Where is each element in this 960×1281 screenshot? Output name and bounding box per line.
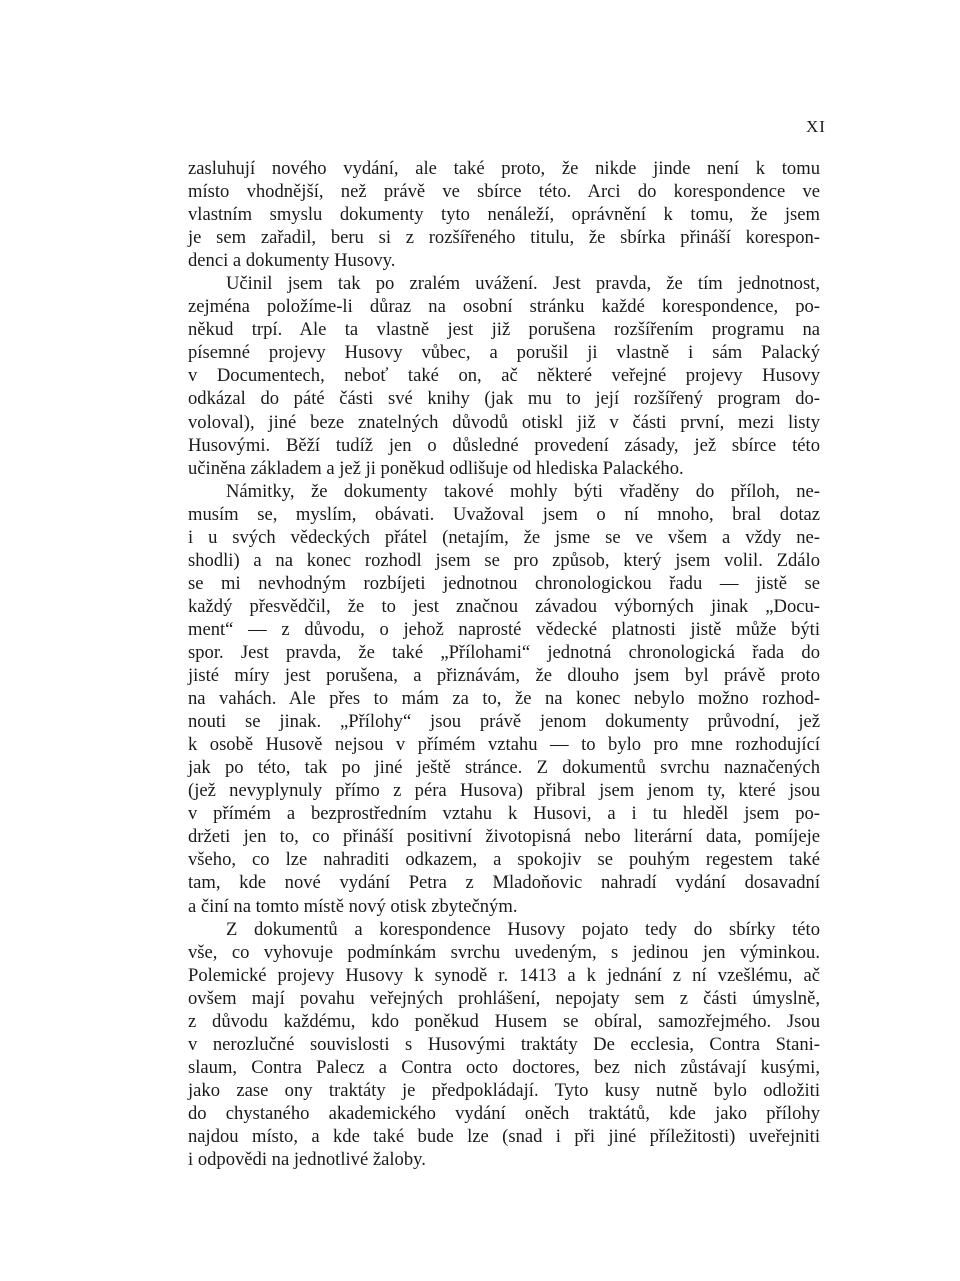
paragraph [188,157,820,272]
text-line: Husovými. Běží tudíž jen o důsledné provedení zásady, jež sbírce této [188,434,820,456]
text-line: jako zase ony traktáty je předpokládají. Tyto kusy nutně bylo odložiti [188,1079,820,1101]
text-line: odkázal do páté části své knihy (jak mu to její rozšířený program do- [188,388,820,410]
text-line: ovšem mají povahu veřejných prohlášení, nepojaty sem z části úmyslně, [188,987,820,1009]
text-line: všeho, co lze nahraditi odkazem, a spokojiv se pouhým regestem také [188,849,820,871]
text-line: najdou místo, a kde také bude lze (snad i při jiné příležitosti) uveřejniti [188,1125,820,1147]
text-line: někud trpí. Ale ta vlastně jest již porušena rozšířením programu na [188,319,820,341]
text-line: držeti jen to, co přináší positivní životopisná nebo literární data, pomíjeje [188,826,820,848]
text-line: Námitky, že dokumenty takové mohly býti vřaděny do příloh, ne- [226,480,820,502]
text-line: jisté míry jest porušena, a přiznávám, že dlouho jsem byl právě proto [188,665,820,687]
text-line: vlastním smyslu dokumenty tyto nenáleží, oprávnění k tomu, že jsem [188,204,820,226]
paragraph [188,918,820,1172]
text-line: k osobě Husově nejsou v přímém vztahu — to bylo pro mne rozhodující [188,734,820,756]
text-line: Učinil jsem tak po zralém uvážení. Jest pravda, že tím jednotnost, [226,273,820,295]
text-line: vše, co vyhovuje podmínkám svrchu uvedeným, s jedinou jen výminkou. [188,941,820,963]
text-line: z důvodu každému, kdo poněkud Husem se obíral, samozřejmého. Jsou [188,1010,820,1032]
text-line: v nerozlučné souvislosti s Husovými traktáty De ecclesia, Contra Stani- [188,1033,820,1055]
text-line: denci a dokumenty Husovy. [188,250,396,272]
paragraph [188,480,820,918]
text-line: jak po této, tak po jiné ještě stránce. Z dokumentů svrchu naznačených [188,757,820,779]
text-line: v přímém a bezprostředním vztahu k Husovi, a i tu hleděl jsem po- [188,803,820,825]
page-number: XI [806,117,826,136]
text-line: v Documentech, neboť také on, ač některé veřejné projevy Husovy [188,365,820,387]
text-line: do chystaného akademického vydání oněch traktátů, kde jako přílohy [188,1102,820,1124]
text-line: i odpovědi na jednotlivé žaloby. [188,1149,426,1171]
text-line: shodli) a na konec rozhodl jsem se pro způsob, který jsem volil. Zdálo [188,549,820,571]
text-line: voloval), jiné beze znatelných důvodů otiskl již v části první, mezi listy [188,411,820,433]
text-line: zasluhují nového vydání, ale také proto, že nikde jinde není k tomu [188,158,820,179]
text-line: nouti se jinak. „Přílohy“ jsou právě jenom dokumenty průvodní, jež [188,711,820,733]
text-line: musím se, myslím, obávati. Uvažoval jsem o ní mnoho, bral dotaz [188,503,820,525]
text-line: se mi nevhodným rozbíjeti jednotnou chronologickou řadu — jistě se [188,572,820,594]
text-line: Polemické projevy Husovy k synodě r. 1413 a k jednání z ní vzešlému, ač [188,964,820,986]
paragraph [188,272,820,479]
body-text [188,157,820,1171]
text-line: každý přesvědčil, že to jest značnou závadou výborných jinak „Docu- [188,595,820,617]
text-line: ment“ — z důvodu, o jehož naprosté vědecké platnosti jistě může býti [188,618,820,640]
text-line: a činí na tomto místě nový otisk zbytečným. [188,895,518,917]
text-line: i u svých vědeckých přátel (netajím, že jsme se ve všem a vždy ne- [188,526,820,548]
text-line: je sem zařadil, beru si z rozšířeného titulu, že sbírka přináší korespon- [188,227,820,249]
text-line: (jež nevyplynuly přímo z péra Husova) přibral jsem jenom ty, které jsou [188,780,820,802]
text-line: písemné projevy Husovy vůbec, a porušil ji vlastně i sám Palacký [188,342,820,364]
text-line: učiněna základem a jež ji poněkud odlišuje od hlediska Palackého. [188,457,684,479]
text-line: spor. Jest pravda, že také „Přílohami“ jednotná chronologická řada do [188,641,820,663]
text-line: místo vhodnější, než právě ve sbírce této. Arci do korespondence ve [188,181,820,203]
text-line: Z dokumentů a korespondence Husovy pojato tedy do sbírky této [226,918,820,940]
text-line: zejména položíme-li důraz na osobní stránku každé korespondence, po- [188,296,820,318]
text-line: na vahách. Ale přes to mám za to, že na konec nebylo možno rozhod- [188,688,820,710]
text-line: tam, kde nové vydání Petra z Mladoňovic nahradí vydání dosavadní [188,872,820,894]
text-line: slaum, Contra Palecz a Contra octo doctores, bez nich zůstávají kusými, [188,1056,820,1078]
